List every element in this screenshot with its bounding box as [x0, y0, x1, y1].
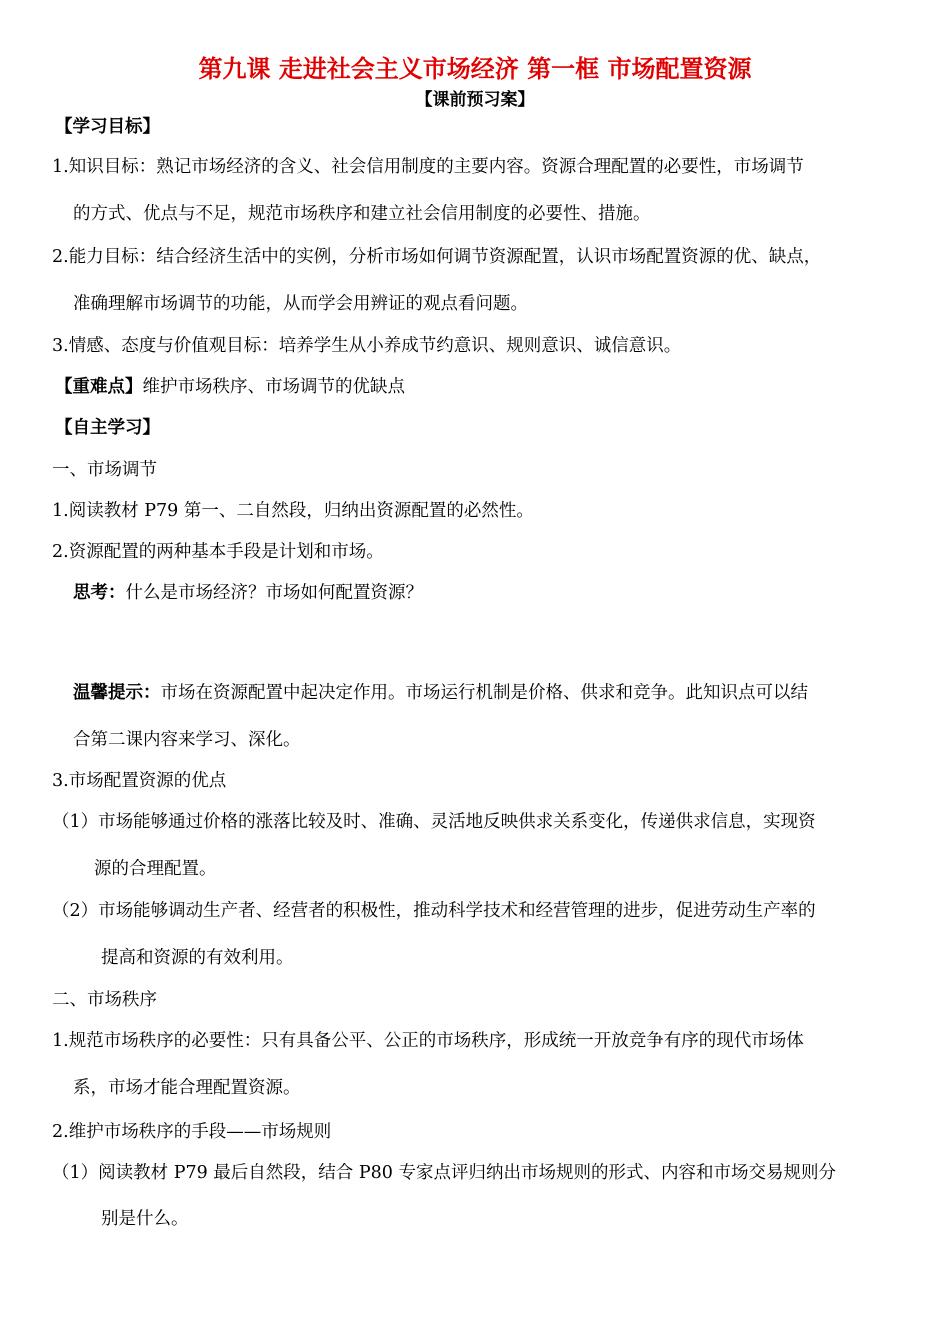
advantage-1-line-1: （1）市场能够通过价格的涨落比较及时、准确、灵活地反映供求关系变化，传递供求信息，实现资	[52, 812, 816, 832]
lesson-subtitle: 【课前预习案】	[415, 90, 535, 110]
part-1-item-2: 2.资源配置的两种基本手段是计划和市场。	[52, 542, 384, 562]
tip-text-1: 市场在资源配置中起决定作用。市场运行机制是价格、供求和竞争。此知识点可以结	[160, 683, 808, 703]
key-points	[55, 376, 405, 398]
advantage-1-line-2: 源的合理配置。	[94, 859, 217, 879]
key-points-text: 维护市场秩序、市场调节的优缺点	[142, 377, 405, 397]
advantage-2-line-2: 提高和资源的有效利用。	[101, 948, 294, 968]
key-points-label: 【重难点】	[55, 377, 143, 397]
part-1-heading: 一、市场调节	[52, 460, 157, 480]
part-2-item-1-line-2: 系，市场才能合理配置资源。	[73, 1078, 301, 1098]
tip-line-1	[73, 682, 808, 704]
lesson-title: 第九课 走进社会主义市场经济 第一框 市场配置资源	[198, 55, 752, 83]
think-question	[73, 582, 423, 604]
part-2-heading: 二、市场秩序	[52, 990, 157, 1010]
goals-heading: 【学习目标】	[55, 117, 160, 137]
tip-line-2: 合第二课内容来学习、深化。	[73, 730, 301, 750]
advantage-2-line-1: （2）市场能够调动生产者、经营者的积极性，推动科学技术和经营管理的进步，促进劳动生产率的	[52, 901, 816, 921]
self-study-heading: 【自主学习】	[55, 418, 160, 438]
rule-1-line-1: （1）阅读教材 P79 最后自然段，结合 P80 专家点评归纳出市场规则的形式、内容和市场交易规则分	[52, 1163, 836, 1183]
part-1-item-3: 3.市场配置资源的优点	[52, 771, 227, 791]
goal-2-line-1: 2.能力目标：结合经济生活中的实例，分析市场如何调节资源配置，认识市场配置资源的优、缺点，	[52, 247, 822, 267]
goal-1-line-1: 1.知识目标：熟记市场经济的含义、社会信用制度的主要内容。资源合理配置的必要性，市场调节	[52, 157, 804, 177]
think-label: 思考：	[73, 583, 126, 603]
think-text: 什么是市场经济？市场如何配置资源？	[125, 583, 423, 603]
goal-1-line-2: 的方式、优点与不足，规范市场秩序和建立社会信用制度的必要性、措施。	[73, 204, 651, 224]
goal-2-line-2: 准确理解市场调节的功能，从而学会用辨证的观点看问题。	[73, 294, 528, 314]
goal-3: 3.情感、态度与价值观目标：培养学生从小养成节约意识、规则意识、诚信意识。	[52, 336, 682, 356]
rule-1-line-2: 别是什么。	[101, 1209, 189, 1229]
part-2-item-2: 2.维护市场秩序的手段——市场规则	[52, 1122, 332, 1142]
part-1-item-1: 1.阅读教材 P79 第一、二自然段，归纳出资源配置的必然性。	[52, 501, 534, 521]
tip-label: 温馨提示：	[73, 683, 161, 703]
part-2-item-1-line-1: 1.规范市场秩序的必要性：只有具备公平、公正的市场秩序，形成统一开放竞争有序的现代市场体	[52, 1031, 804, 1051]
